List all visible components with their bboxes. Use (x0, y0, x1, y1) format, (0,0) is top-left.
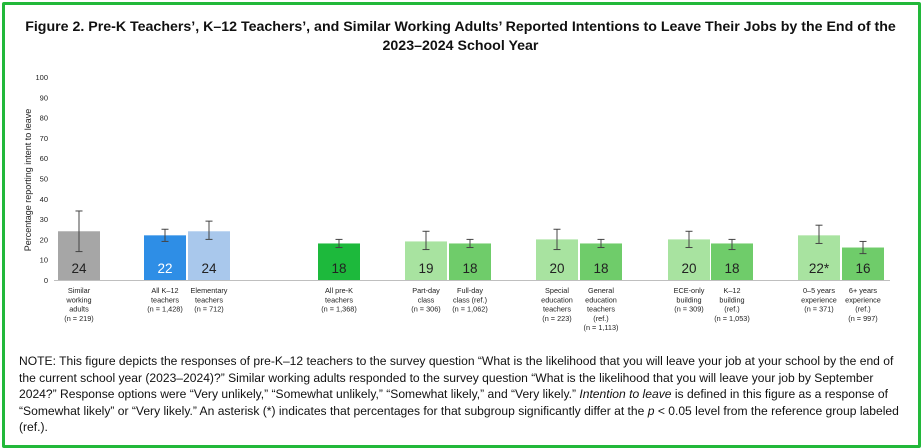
category-label-line: teachers (543, 304, 571, 314)
category-label-line: teachers (195, 295, 223, 305)
category-label-line: (ref.) (593, 313, 609, 323)
category-label (845, 286, 881, 323)
category-label (411, 286, 440, 314)
y-tick-label: 30 (39, 215, 48, 225)
category-label-line: (n = 997) (848, 313, 878, 323)
category-label (714, 286, 750, 323)
bar-value-label: 20 (549, 261, 565, 276)
category-label-line: (n = 306) (411, 304, 441, 314)
category-label-line: All pre-K (325, 286, 353, 295)
bar-value-label: 24 (201, 261, 217, 276)
category-label-line: K–12 (723, 286, 741, 295)
category-label-line: All K–12 (151, 286, 179, 295)
bar-value-label: 16 (855, 261, 871, 276)
y-tick-label: 10 (39, 255, 48, 265)
category-label (674, 286, 705, 314)
category-label-line: (n = 1,062) (452, 304, 488, 314)
note-part-3: < 0.05 level from the reference group labeled (ref.). (19, 403, 903, 435)
category-label-line: Special (545, 286, 569, 295)
category-label (321, 286, 357, 314)
bar-value-label: 18 (724, 261, 740, 276)
bar-value-label: 24 (71, 261, 87, 276)
category-label-line: building (719, 295, 745, 305)
category-label (147, 286, 183, 314)
category-label (801, 286, 837, 314)
category-label-line: adults (69, 304, 89, 314)
category-label-line: building (676, 295, 702, 305)
category-label (64, 286, 93, 323)
category-label-line: (n = 309) (674, 304, 704, 314)
y-tick-label: 80 (39, 113, 48, 123)
category-label-line: Full-day (457, 286, 483, 295)
category-label-line: (n = 219) (64, 313, 94, 323)
bar-value-label: 19 (418, 261, 434, 276)
category-label-line: (n = 1,053) (714, 313, 750, 323)
category-label-line: (n = 712) (194, 304, 224, 314)
y-tick-label: 100 (35, 73, 48, 82)
category-label-line: (n = 1,428) (147, 304, 183, 314)
y-tick-label: 70 (39, 133, 48, 143)
bar-value-label: 20 (681, 261, 697, 276)
category-label-line: ECE-only (673, 286, 705, 295)
category-label-line: experience (801, 295, 837, 305)
bar-value-label: 18 (462, 261, 478, 276)
category-label-line: teachers (587, 304, 615, 314)
y-tick-label: 0 (43, 276, 48, 285)
category-label-line: teachers (151, 295, 179, 305)
category-label-line: (n = 371) (804, 304, 834, 314)
category-label-line: experience (845, 295, 881, 305)
category-label-line: (ref.) (724, 304, 740, 314)
category-label-line: 0–5 years (802, 286, 836, 295)
category-label-line: teachers (325, 295, 353, 305)
category-label-line: (n = 1,368) (321, 304, 357, 314)
x-axis-labels (64, 286, 881, 332)
y-tick-label: 60 (39, 154, 48, 164)
bar-value-label: 22* (808, 261, 830, 276)
category-label (584, 286, 619, 332)
note-italic-term: Intention to leave (579, 387, 672, 402)
category-label-line: (n = 223) (542, 313, 572, 323)
category-label-line: (ref.) (855, 304, 871, 314)
y-tick-label: 20 (39, 235, 48, 245)
bar-value-label: 18 (331, 261, 347, 276)
category-label-line: 6+ years (848, 286, 878, 295)
note-p-symbol: p (647, 403, 655, 418)
y-tick-label: 40 (39, 194, 48, 204)
category-label-line: Elementary (190, 286, 228, 295)
category-label (191, 286, 228, 314)
figure-title: Figure 2. Pre-K Teachers’, K–12 Teachers’, and Similar Working Adults’ Reported Intentions to Leave Their Jobs by the End of the 2023–2024 School Year (25, 19, 896, 54)
category-label-line: Similar (67, 286, 91, 295)
note-text (19, 353, 903, 436)
category-label-line: General (588, 286, 614, 295)
y-tick-label: 50 (39, 174, 48, 184)
y-tick-label: 90 (39, 93, 48, 103)
note-part-1: NOTE: This figure depicts the responses of pre-K–12 teachers to the survey question “What is the likelihood that you will leave your job at your school by the end of the current school year (2023–2024)?” Similar working adults responded to the survey question “What is the likelihood that you will leave your job by September 2024?” Response options were “Very unlikely,” “Somewhat unlikely,” “Somewhat likely,” and “Very likely.” (19, 354, 897, 402)
category-label (452, 286, 488, 314)
bars-group (58, 211, 884, 280)
bar-value-label: 22 (157, 261, 173, 276)
category-label-line: class (417, 295, 435, 305)
note-part-2: is defined in this figure as a response of “Somewhat likely” or “Very likely.” An asterisk (*) indicates that percentages for that subgroup significantly differ at the (19, 387, 892, 418)
category-label (541, 286, 573, 323)
bar-value-label: 18 (593, 261, 609, 276)
category-label-line: Part-day (412, 286, 440, 295)
category-label-line: class (ref.) (452, 295, 488, 305)
category-label-line: working (66, 295, 92, 305)
category-label-line: (n = 1,113) (583, 323, 619, 333)
y-axis-label: Percentage reporting intent to leave (23, 108, 33, 252)
category-label-line: education (541, 295, 573, 305)
category-label-line: education (585, 295, 617, 305)
